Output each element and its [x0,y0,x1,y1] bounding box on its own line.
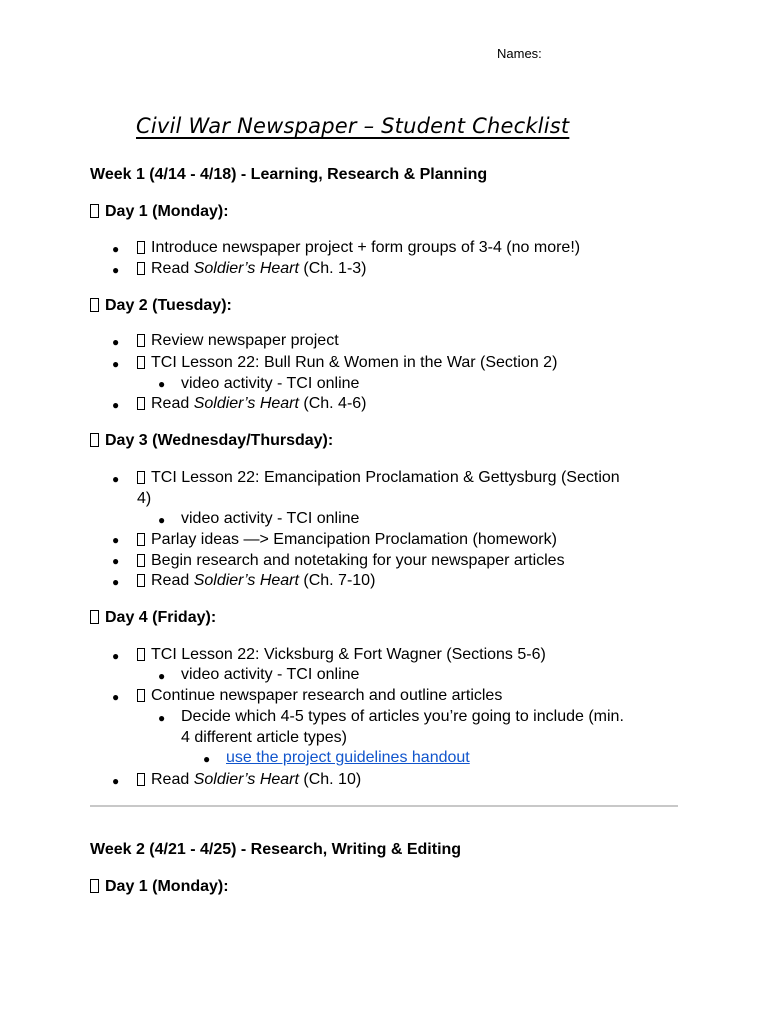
checkbox-icon[interactable] [137,471,145,484]
guidelines-link[interactable]: use the project guidelines handout [226,749,470,766]
bullet-icon: ● [112,263,120,277]
checkbox-icon[interactable] [90,879,99,893]
checkbox-icon[interactable] [137,241,145,254]
list-item: Decide which 4-5 types of articles you’re going to include (min. [181,708,624,725]
checkbox-icon[interactable] [137,773,145,786]
list-item: TCI Lesson 22: Bull Run & Women in the War (Section 2) [137,353,557,373]
day1-heading: Day 1 (Monday): [90,202,229,222]
bullet-icon: ● [203,752,211,766]
bullet-icon: ● [112,472,120,486]
list-item: video activity - TCI online [181,375,360,392]
bullet-icon: ● [112,533,120,547]
horizontal-divider [90,805,678,807]
week1-heading: Week 1 (4/14 - 4/18) - Learning, Research & Planning [90,166,488,183]
week2-heading: Week 2 (4/21 - 4/25) - Research, Writing & Editing [90,841,462,858]
checkbox-icon[interactable] [137,533,145,546]
day2-heading: Day 2 (Tuesday): [90,296,232,316]
list-item: Read Soldier’s Heart (Ch. 7-10) [137,571,375,591]
list-item: TCI Lesson 22: Vicksburg & Fort Wagner (Sections 5-6) [137,645,546,665]
checkbox-icon[interactable] [90,204,99,218]
list-item-continued: 4) [137,490,152,507]
list-item: Begin research and notetaking for your newspaper articles [137,551,565,571]
checkbox-icon[interactable] [137,689,145,702]
bullet-icon: ● [158,669,166,683]
list-item: Introduce newspaper project + form groups of 3-4 (no more!) [137,238,580,258]
bullet-icon: ● [158,711,166,725]
bullet-icon: ● [112,554,120,568]
checkbox-icon[interactable] [137,397,145,410]
checkbox-icon[interactable] [137,648,145,661]
checkbox-icon[interactable] [137,554,145,567]
list-item: Read Soldier’s Heart (Ch. 10) [137,770,361,790]
list-item: Review newspaper project [137,331,339,351]
bullet-icon: ● [112,357,120,371]
list-item: video activity - TCI online [181,510,360,527]
checkbox-icon[interactable] [137,262,145,275]
bullet-icon: ● [112,774,120,788]
checkbox-icon[interactable] [90,610,99,624]
list-item: Read Soldier’s Heart (Ch. 1-3) [137,259,367,279]
bullet-icon: ● [112,649,120,663]
list-item: TCI Lesson 22: Emancipation Proclamation & Gettysburg (Section [137,468,620,488]
bullet-icon: ● [112,398,120,412]
bullet-icon: ● [112,575,120,589]
day3-heading: Day 3 (Wednesday/Thursday): [90,431,333,451]
list-item: Read Soldier’s Heart (Ch. 4-6) [137,394,367,414]
names-label: Names: [497,46,542,61]
checkbox-icon[interactable] [90,433,99,447]
day4-heading: Day 4 (Friday): [90,608,216,628]
bullet-icon: ● [112,242,120,256]
week2-day1-heading: Day 1 (Monday): [90,877,229,897]
checkbox-icon[interactable] [137,356,145,369]
checkbox-icon[interactable] [137,574,145,587]
bullet-icon: ● [112,690,120,704]
list-item-continued: 4 different article types) [181,729,348,746]
bullet-icon: ● [158,513,166,527]
bullet-icon: ● [112,335,120,349]
checkbox-icon[interactable] [137,334,145,347]
list-item: video activity - TCI online [181,666,360,683]
checkbox-icon[interactable] [90,298,99,312]
bullet-icon: ● [158,377,166,391]
list-item: Parlay ideas —> Emancipation Proclamation (homework) [137,530,557,550]
document-title: Civil War Newspaper – Student Checklist [136,114,570,138]
list-item: Continue newspaper research and outline articles [137,686,502,706]
